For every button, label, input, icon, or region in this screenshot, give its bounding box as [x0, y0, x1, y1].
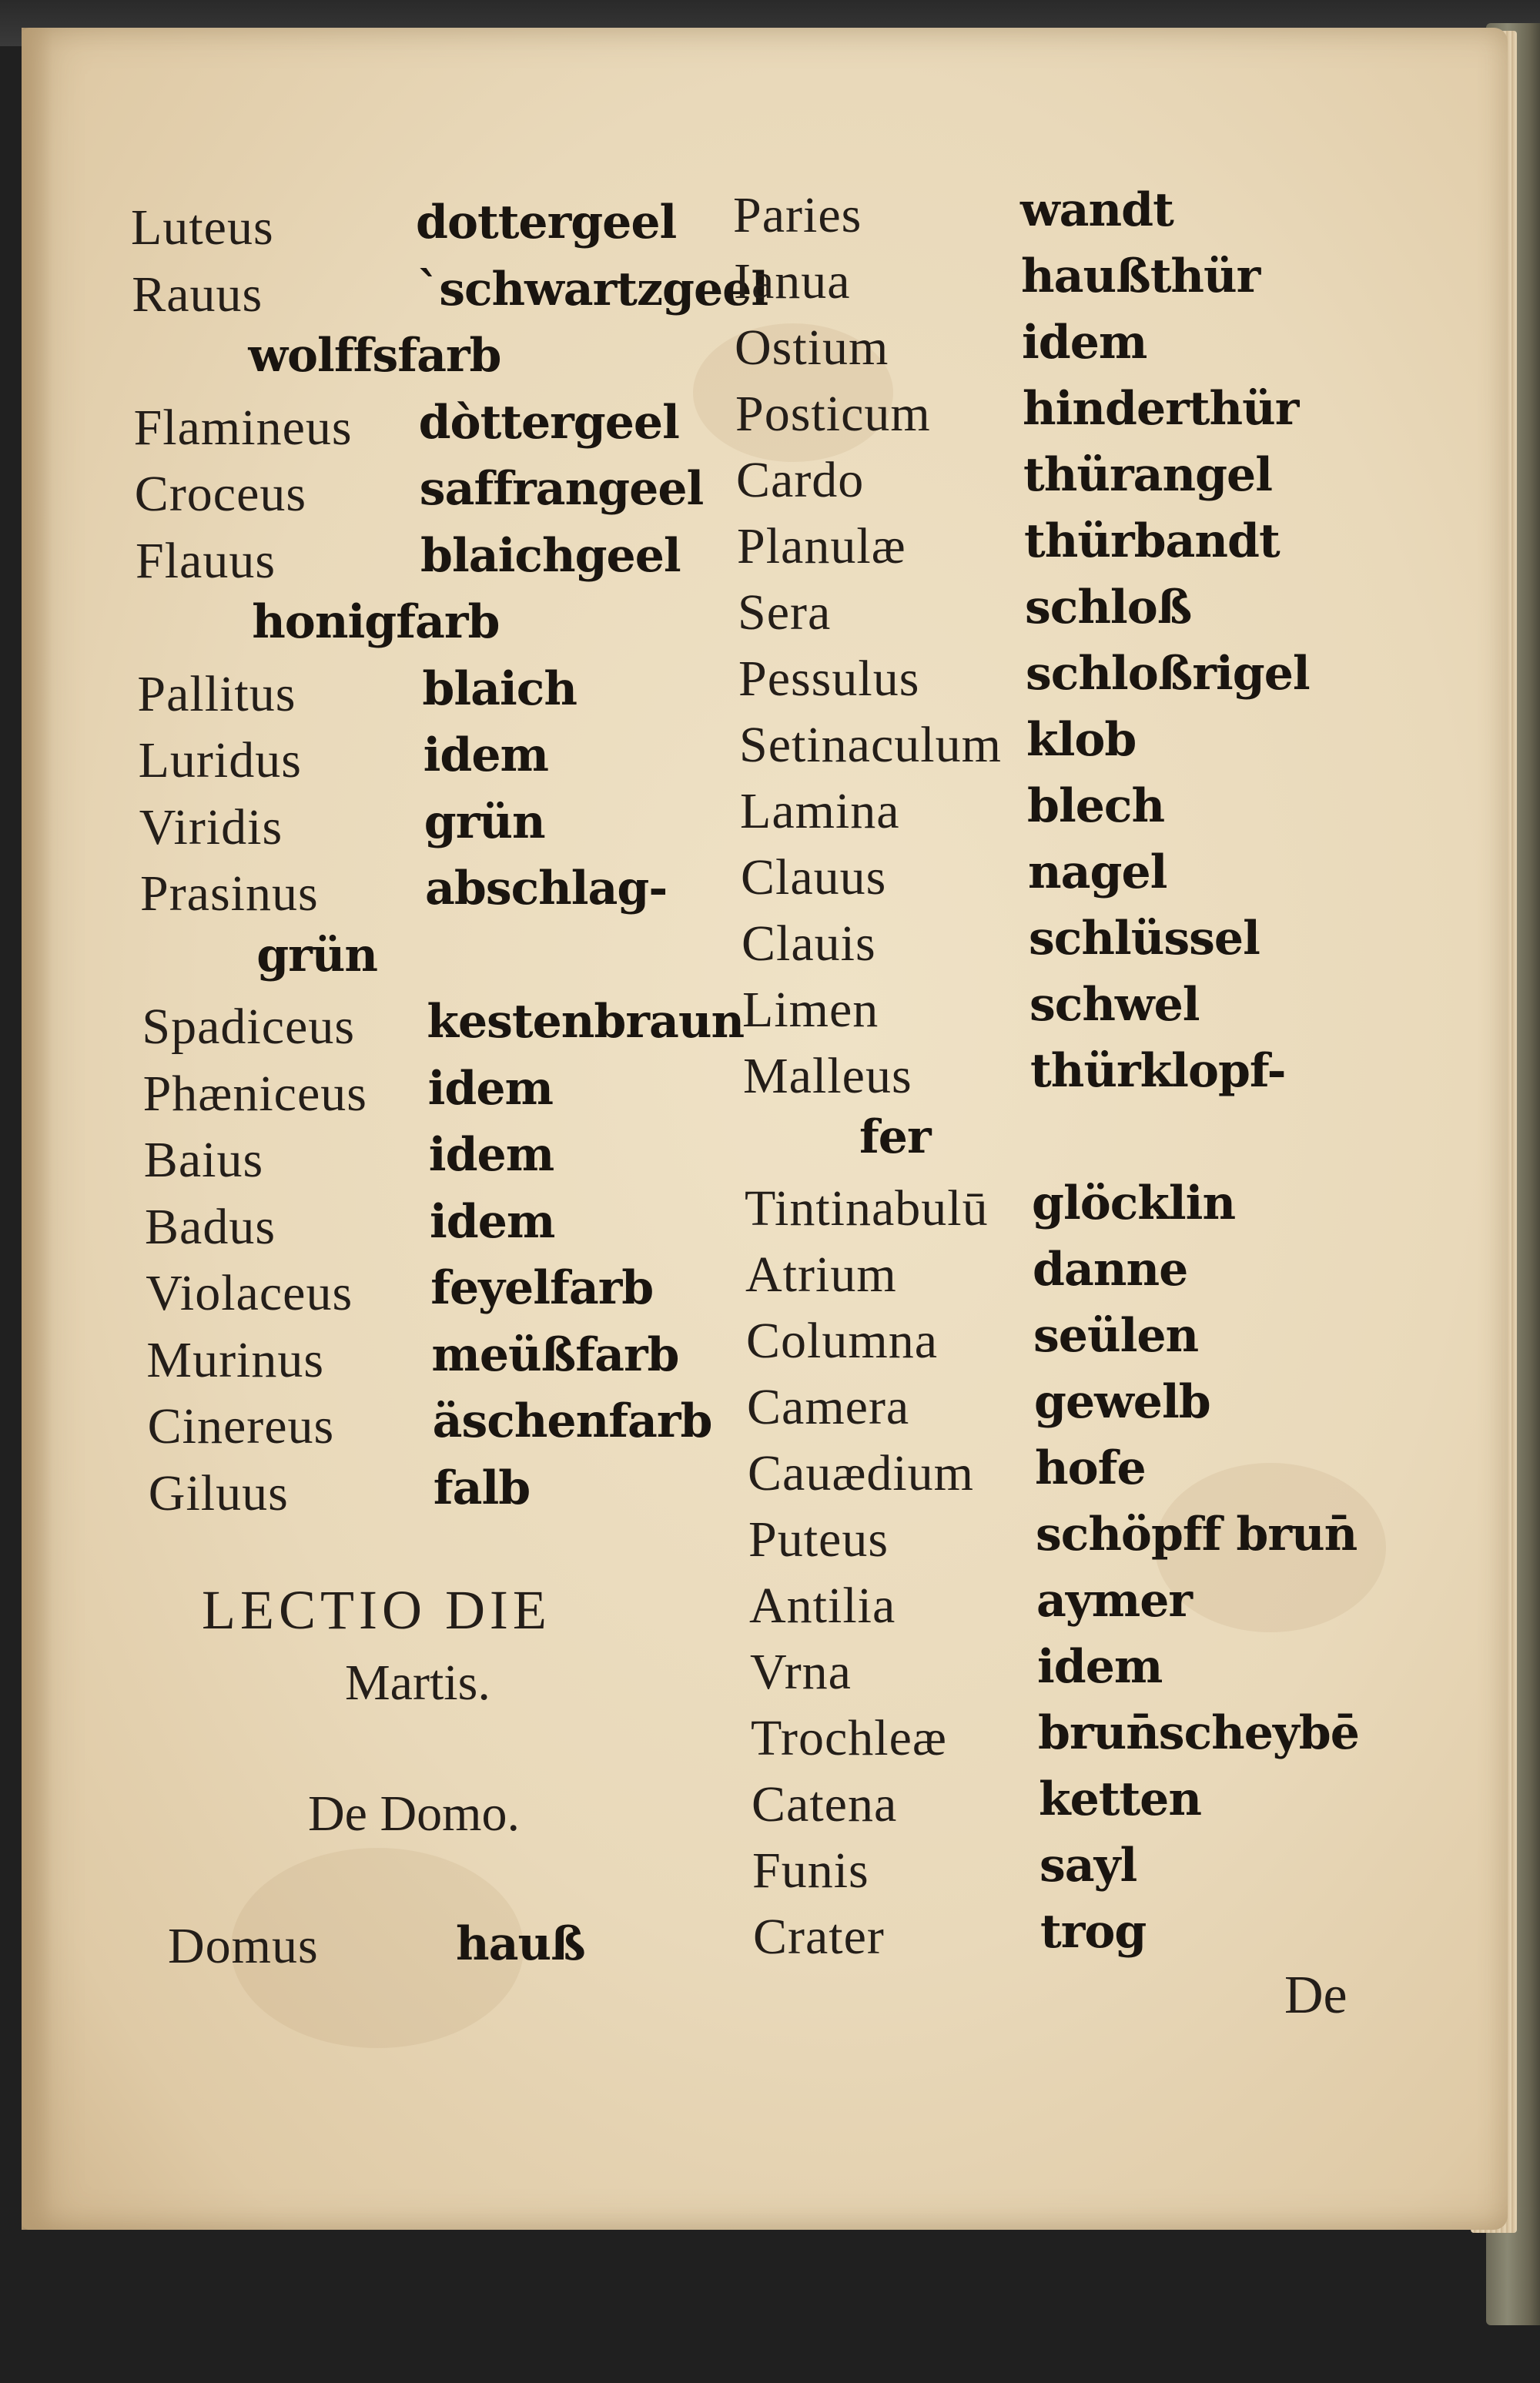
entry-german: hauß	[456, 1917, 585, 1971]
entry-german: blech	[1027, 779, 1165, 833]
entry-latin: Flamineus	[133, 399, 353, 456]
entry-german: nagel	[1028, 845, 1167, 899]
entry-german: kestenbraun	[427, 995, 745, 1049]
entry-german: schwel	[1029, 978, 1200, 1032]
entry-german: trog	[1040, 1905, 1147, 1959]
catchword: De	[1284, 1966, 1348, 2025]
entry-german: äschenfarb	[432, 1394, 712, 1448]
entry-german: hofe	[1035, 1441, 1146, 1495]
entry-german: klob	[1026, 713, 1137, 767]
entry-latin: Posticum	[735, 386, 931, 442]
entry-latin: Croceus	[134, 466, 307, 522]
entry-german: sayl	[1040, 1839, 1137, 1893]
section-heading: LECTIO DIE	[202, 1579, 551, 1641]
entry-latin: Domus	[168, 1918, 319, 1974]
entry-latin: Pallitus	[137, 665, 296, 722]
entry-latin: Luridus	[138, 732, 302, 788]
entry-latin: Tintinabulū	[745, 1180, 989, 1237]
entry-latin: Catena	[752, 1776, 898, 1832]
entry-latin: Vrna	[750, 1644, 852, 1700]
entry-german: grün	[256, 928, 377, 982]
entry-latin: Cinereus	[147, 1398, 335, 1454]
entry-latin: Limen	[742, 982, 879, 1038]
entry-latin: Cardo	[736, 452, 865, 508]
entry-german: meüßfarb	[431, 1327, 679, 1382]
entry-latin: Clauus	[741, 849, 887, 905]
entry-german: hinderthür	[1023, 382, 1299, 436]
entry-german: blaichgeel	[420, 528, 681, 583]
entry-latin: Rauus	[132, 266, 263, 323]
entry-latin: Trochleæ	[751, 1710, 947, 1766]
entry-german: aymer	[1036, 1574, 1193, 1628]
entry-german: idem	[428, 1128, 554, 1182]
entry-latin: Pessulus	[738, 651, 920, 707]
entry-german: `schwartzgeel	[417, 262, 768, 316]
entry-latin: Violaceus	[146, 1265, 353, 1321]
entry-german: idem	[423, 728, 548, 782]
entry-latin: Camera	[747, 1379, 910, 1435]
entry-latin: Planulæ	[737, 518, 906, 574]
entry-german: idem	[427, 1061, 553, 1116]
entry-latin: Luteus	[131, 199, 274, 256]
entry-german: honigfarb	[252, 595, 500, 649]
entry-german: dòttergeel	[418, 395, 679, 450]
entry-latin: Crater	[753, 1909, 885, 1965]
entry-latin: Spadiceus	[142, 999, 355, 1055]
entry-latin: Columna	[746, 1313, 938, 1369]
entry-latin: Viridis	[139, 798, 283, 855]
entry-german: thürangel	[1023, 448, 1272, 502]
entry-latin: Baius	[143, 1132, 264, 1188]
entry-latin: Sera	[738, 584, 832, 641]
entry-german: schloß	[1025, 581, 1192, 634]
entry-german: idem	[1022, 316, 1147, 370]
entry-german: ketten	[1039, 1772, 1201, 1826]
entry-german: saffrangeel	[419, 462, 704, 516]
entry-latin: Clauis	[742, 915, 876, 972]
entry-german: brun̄scheybē	[1038, 1706, 1359, 1760]
entry-german: glöcklin	[1032, 1176, 1236, 1230]
entry-latin: Paries	[733, 187, 862, 243]
entry-german: dottergeel	[416, 196, 677, 249]
entry-german: idem	[1037, 1640, 1163, 1694]
section-subheading: De Domo.	[308, 1786, 520, 1842]
entry-german: schloßrigel	[1026, 647, 1310, 701]
entry-german: schöpff brun̄	[1036, 1508, 1358, 1561]
entry-latin: Ianua	[734, 253, 851, 310]
entry-latin: Puteus	[748, 1511, 889, 1568]
entry-german: fer	[859, 1110, 931, 1164]
entry-latin: Giluus	[148, 1464, 289, 1521]
entry-german: blaich	[422, 661, 577, 716]
entry-german: haußthür	[1021, 249, 1260, 303]
entry-latin: Ostium	[735, 320, 889, 376]
entry-german: grün	[424, 795, 545, 849]
entry-german: idem	[430, 1194, 555, 1249]
entry-german: gewelb	[1034, 1375, 1210, 1429]
page-gutter	[22, 28, 52, 2230]
entry-german: thürklopf-	[1030, 1044, 1286, 1098]
entry-german: danne	[1033, 1243, 1188, 1297]
entry-latin: Cauædium	[748, 1445, 975, 1501]
entry-german: wandt	[1020, 183, 1173, 237]
entry-latin: Badus	[145, 1198, 276, 1255]
entry-latin: Phæniceus	[142, 1065, 367, 1122]
entry-latin: Murinus	[146, 1331, 325, 1388]
entry-latin: Funis	[752, 1842, 869, 1899]
entry-german: falb	[433, 1461, 531, 1515]
entry-latin: Malleus	[743, 1048, 912, 1104]
entry-latin: Atrium	[745, 1247, 897, 1303]
entry-german: abschlag-	[425, 862, 668, 915]
entry-german: schlüssel	[1029, 912, 1260, 966]
entry-latin: Flauus	[136, 532, 276, 589]
entry-latin: Lamina	[740, 783, 900, 839]
entry-german: feyelfarb	[430, 1261, 654, 1315]
entry-latin: Prasinus	[140, 865, 319, 922]
section-heading-sub: Martis.	[345, 1655, 490, 1711]
entry-latin: Setinaculum	[739, 717, 1002, 773]
entry-german: seülen	[1033, 1309, 1199, 1363]
entry-german: wolffsfarb	[248, 329, 501, 383]
entry-latin: Antilia	[749, 1578, 896, 1634]
entry-german: thürbandt	[1024, 514, 1280, 568]
